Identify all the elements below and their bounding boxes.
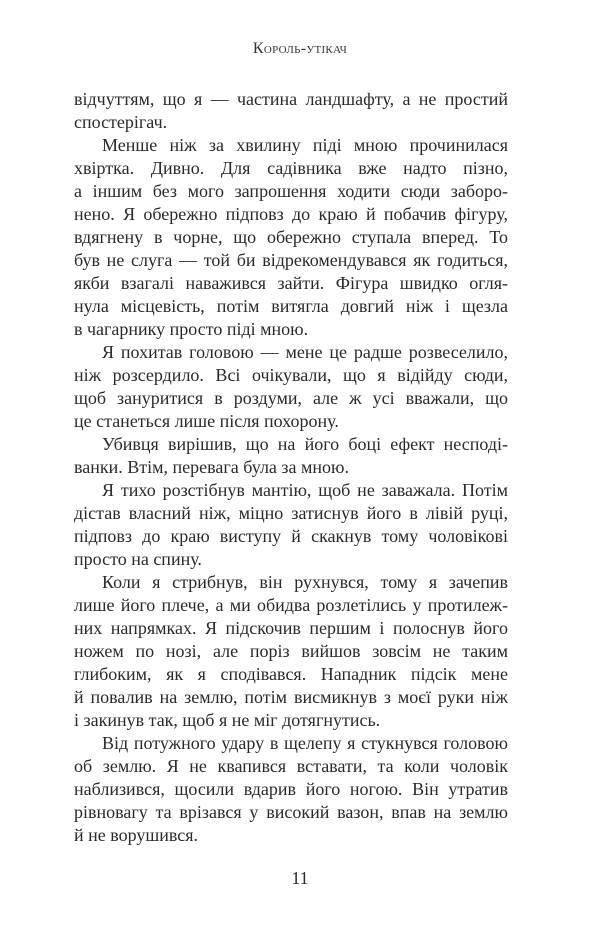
text-line: Коли я стрибнув, він рухнувся, тому я зачепив	[102, 572, 508, 592]
paragraph	[74, 88, 508, 134]
page-body	[74, 88, 508, 847]
text-line: і закинув так, щоб я не міг дотягнутись.	[74, 710, 381, 730]
text-line: дістав власний ніж, міцно затиснув його в лівій руці,	[74, 503, 508, 523]
text-line: Убивця вирішив, що на його боці ефект несподі-	[102, 434, 508, 454]
text-line: ножем по нозі, але поріз вийшов зовсім не таким	[74, 641, 508, 661]
paragraph	[74, 134, 508, 341]
text-line: щоб зануритися в роздуми, але ж усі вважали, що	[74, 388, 508, 408]
text-line: й не ворушився.	[74, 825, 199, 845]
text-line: Від потужного удару в щелепу я стукнувся головою	[102, 733, 508, 753]
text-line: хвіртка. Дивно. Для садівника вже надто пізно,	[74, 158, 508, 178]
text-line: спостерігач.	[74, 112, 168, 132]
text-line: просто на спину.	[74, 549, 202, 569]
text-line: нула місцевість, потім витягла довгий ніж і щезла	[74, 296, 508, 316]
running-header: Король-утікач	[252, 40, 348, 57]
paragraph	[74, 571, 508, 732]
paragraph	[74, 433, 508, 479]
text-line: наблизився, щосили вдарив його ногою. Він утратив	[74, 779, 508, 799]
text-line: й повалив на землю, потім висмикнув з моєї руки ніж	[74, 687, 508, 707]
text-line: а іншим без мого запрошення ходити сюди заборо-	[74, 181, 508, 201]
text-line: глибоким, як я сподівався. Нападник підсік мене	[74, 664, 508, 684]
text-line: відчуттям, що я — частина ландшафту, а не простий	[74, 89, 508, 109]
text-line: ванки. Втім, перевага була за мною.	[74, 457, 349, 477]
text-line: лише його плече, а ми обидва розлетілись у протилеж-	[74, 595, 508, 615]
paragraph	[74, 341, 508, 433]
paragraph	[74, 479, 508, 571]
text-line: це станеться лише після похорону.	[74, 411, 339, 431]
text-line: якби взагалі наважився зайти. Фігура швидко огля-	[74, 273, 508, 293]
paragraph	[74, 732, 508, 847]
page-number: 11	[291, 868, 309, 888]
text-line: Менше ніж за хвилину піді мною прочинилася	[102, 135, 508, 155]
text-line: рівновагу та врізався у високий вазон, впав на землю	[74, 802, 508, 822]
text-line: них напрямках. Я підскочив першим і полоснув його	[74, 618, 508, 638]
text-line: об землю. Я не квапився вставати, та коли чоловік	[74, 756, 508, 776]
text-line: в чагарнику просто піді мною.	[74, 319, 309, 339]
text-line: нено. Я обережно підповз до краю й побачив фігуру,	[74, 204, 508, 224]
text-line: був не слуга — той би відрекомендувався як годиться,	[74, 250, 508, 270]
text-line: ніж розсердило. Всі очікували, що я відійду сюди,	[74, 365, 508, 385]
text-line: підповз до краю виступу й скакнув тому чоловікові	[74, 526, 508, 546]
text-line: Я похитав головою — мене це радше розвеселило,	[102, 342, 508, 362]
text-line: вдягнену в чорне, що обережно ступала вперед. То	[74, 227, 508, 247]
text-line: Я тихо розстібнув мантію, щоб не заважала. Потім	[102, 480, 508, 500]
